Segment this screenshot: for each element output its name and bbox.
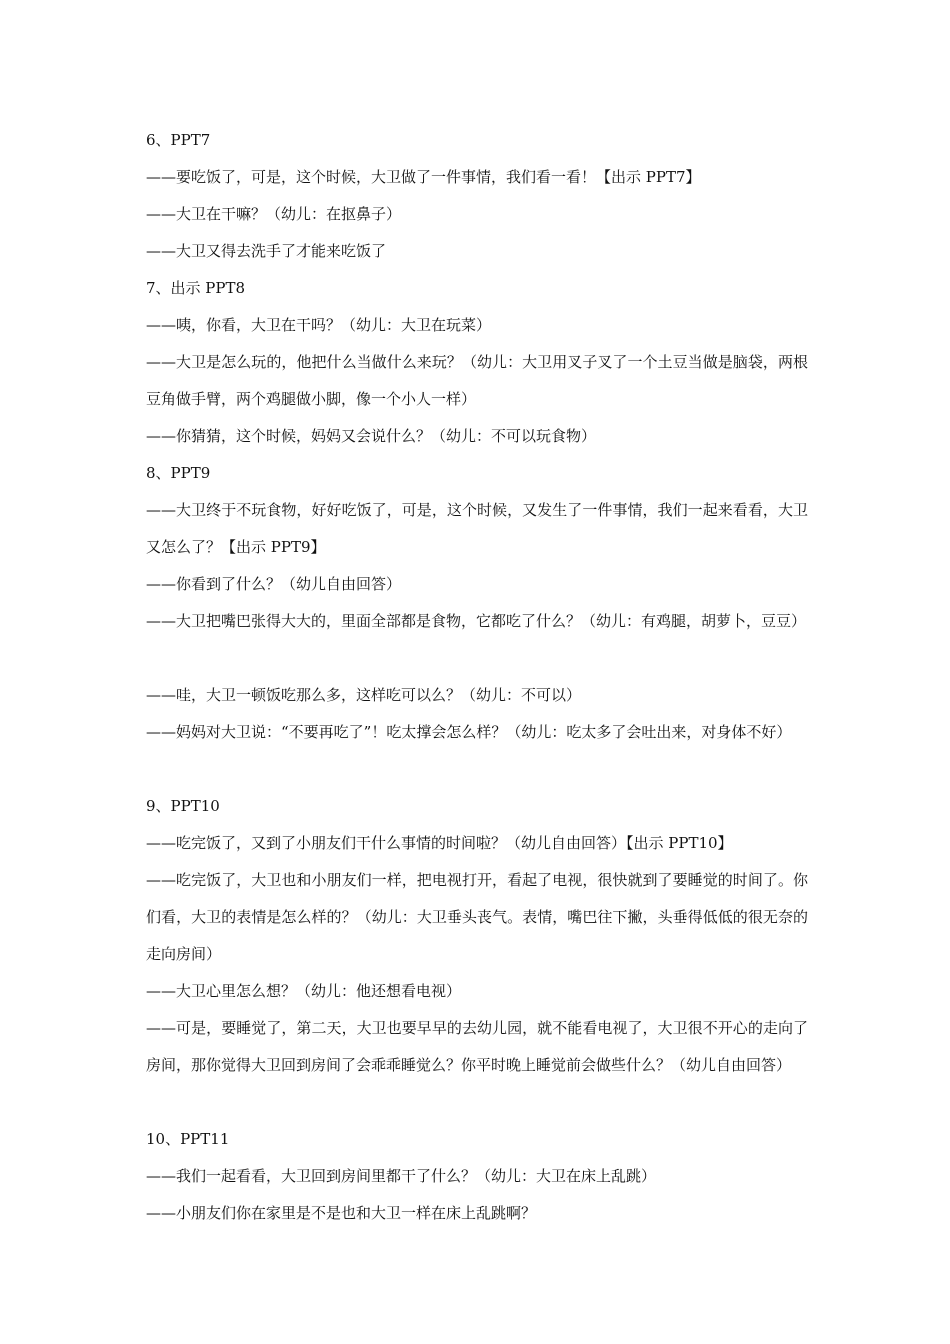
document-body (146, 122, 808, 1232)
paragraph: ——妈妈对大卫说：“不要再吃了”！吃太撑会怎么样？（幼儿：吃太多了会吐出来，对身体不好） (146, 723, 792, 741)
paragraph: ——你看到了什么？（幼儿自由回答） (146, 575, 402, 593)
section-heading: 9、PPT10 (146, 797, 220, 815)
paragraph: ——大卫又得去洗手了才能来吃饭了 (146, 242, 387, 260)
paragraph: ——小朋友们你在家里是不是也和大卫一样在床上乱跳啊？ (146, 1204, 537, 1222)
paragraph: ——大卫终于不玩食物，好好吃饭了，可是，这个时候，又发生了一件事情，我们一起来看看，大卫又怎么了？【出示 PPT9】 (146, 501, 808, 556)
paragraph: ——大卫把嘴巴张得大大的，里面全部都是食物，它都吃了什么？（幼儿：有鸡腿，胡萝卜，豆豆） (146, 612, 807, 630)
paragraph: ——可是，要睡觉了，第二天，大卫也要早早的去幼儿园，就不能看电视了，大卫很不开心的走向了房间，那你觉得大卫回到房间了会乖乖睡觉么？你平时晚上睡觉前会做些什么？（幼儿自由回答） (146, 1019, 808, 1074)
paragraph: ——哇，大卫一顿饭吃那么多，这样吃可以么？（幼儿：不可以） (146, 686, 582, 704)
paragraph: ——大卫是怎么玩的，他把什么当做什么来玩？（幼儿：大卫用叉子叉了一个土豆当做是脑袋，两根豆角做手臂，两个鸡腿做小脚，像一个小人一样） (146, 353, 808, 408)
paragraph: ——大卫在干嘛？（幼儿：在抠鼻子） (146, 205, 402, 223)
paragraph: ——我们一起看看，大卫回到房间里都干了什么？（幼儿：大卫在床上乱跳） (146, 1167, 657, 1185)
section-heading: 8、PPT9 (146, 464, 211, 482)
section-heading: 6、PPT7 (146, 131, 211, 149)
paragraph: ——大卫心里怎么想？（幼儿：他还想看电视） (146, 982, 462, 1000)
section-heading: 7、出示 PPT8 (146, 279, 246, 297)
section-heading: 10、PPT11 (146, 1130, 230, 1148)
paragraph: ——吃完饭了，又到了小朋友们干什么事情的时间啦？（幼儿自由回答）【出示 PPT10】 (146, 834, 733, 852)
paragraph: ——要吃饭了，可是，这个时候，大卫做了一件事情，我们看一看！【出示 PPT7】 (146, 168, 701, 186)
paragraph: ——你猜猜，这个时候，妈妈又会说什么？（幼儿：不可以玩食物） (146, 427, 597, 445)
paragraph: ——咦，你看，大卫在干吗？（幼儿：大卫在玩菜） (146, 316, 492, 334)
paragraph: ——吃完饭了，大卫也和小朋友们一样，把电视打开，看起了电视，很快就到了要睡觉的时间了。你们看，大卫的表情是怎么样的？（幼儿：大卫垂头丧气。表情，嘴巴往下撇，头垂得低低的很无奈的走向房间） (146, 871, 808, 963)
